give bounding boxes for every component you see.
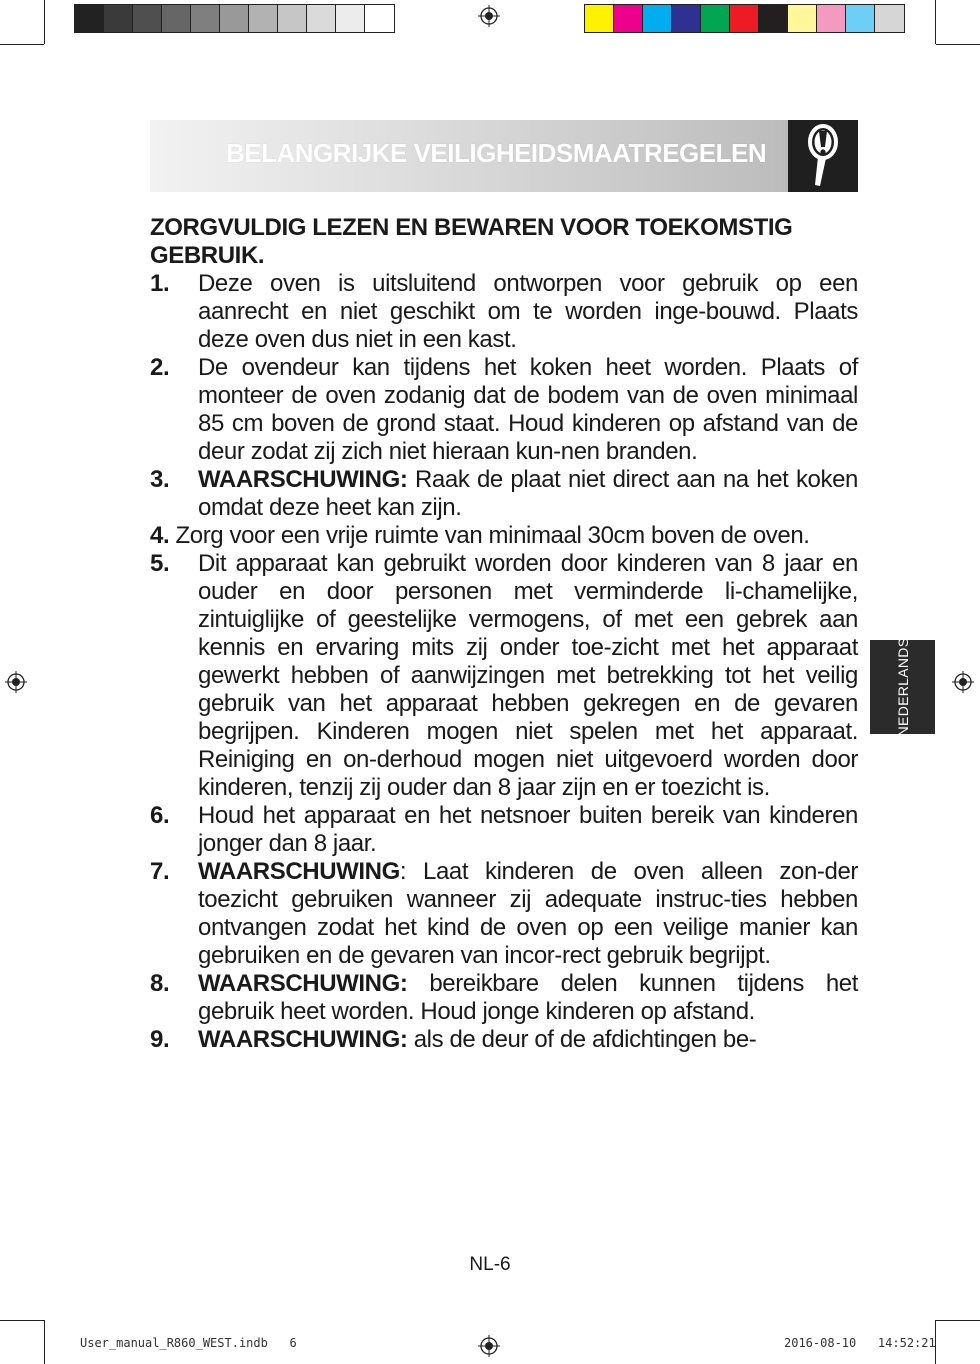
warning-label: WAARSCHUWING: bbox=[198, 466, 408, 493]
print-timestamp: 2016-08-10 14:52:21 bbox=[784, 1336, 936, 1350]
color-swatch bbox=[614, 5, 643, 32]
item-text: De ovendeur kan tijdens het koken heet worden. Plaats of monteer de oven zodanig dat de bodem van de oven minimaal 85 cm boven de grond staat. Houd kinderen op afstand van de deur zodat zij zich niet hieraan kun-nen branden. bbox=[198, 354, 858, 465]
color-swatch bbox=[759, 5, 788, 32]
instruction-list bbox=[150, 270, 858, 1054]
crop-mark bbox=[0, 44, 44, 45]
list-item bbox=[150, 270, 858, 354]
item-text: Zorg voor een vrije ruimte van minimaal 30cm boven de oven. bbox=[169, 522, 810, 549]
item-text: bereikbare delen kunnen tijdens het gebruik heet worden. Houd jonge kinderen op afstand. bbox=[198, 970, 858, 1025]
color-swatch bbox=[278, 5, 307, 32]
item-text: Deze oven is uitsluitend ontworpen voor gebruik op een aanrecht en niet geschikt om te worden inge-bouwd. Plaats deze oven dus niet in een kast. bbox=[198, 270, 858, 353]
list-item bbox=[150, 354, 858, 466]
safety-instructions bbox=[150, 214, 858, 1054]
list-item bbox=[150, 970, 858, 1026]
section-header-banner bbox=[150, 120, 858, 192]
warning-label: WAARSCHUWING bbox=[198, 858, 400, 885]
language-label: NEDERLANDS bbox=[894, 637, 911, 737]
item-number: 3. bbox=[150, 466, 170, 493]
print-file-name: User_manual_R860_WEST.indb 6 bbox=[80, 1336, 297, 1350]
color-swatch bbox=[672, 5, 701, 32]
instructions-heading: ZORGVULDIG LEZEN EN BEWAREN VOOR TOEKOMSTIG GEBRUIK. bbox=[150, 214, 793, 269]
list-item bbox=[150, 550, 858, 802]
process-color-bar bbox=[584, 4, 905, 33]
page-number: NL-6 bbox=[469, 1254, 511, 1275]
color-swatch bbox=[336, 5, 365, 32]
color-swatch bbox=[817, 5, 846, 32]
crop-mark bbox=[0, 1320, 44, 1321]
color-swatch bbox=[365, 5, 394, 32]
list-item bbox=[150, 466, 858, 522]
item-text: Houd het apparaat en het netsnoer buiten bereik van kinderen jonger dan 8 jaar. bbox=[198, 802, 858, 857]
registration-mark-icon bbox=[478, 1335, 500, 1357]
section-title: BELANGRIJKE VEILIGHEIDSMAATREGELEN bbox=[226, 138, 767, 168]
warning-exclamation-icon bbox=[788, 120, 858, 192]
crop-mark bbox=[936, 44, 980, 45]
item-text: Dit apparaat kan gebruikt worden door kinderen van 8 jaar en ouder en door personen met verminderde li-chamelijke, zintuiglijke of geestelijke vermogens, of met een gebrek aan kennis en ervaring mits zij onder toe-zicht met het apparaat gewerkt hebben of aanwijzingen met betrekking tot het veilig gebruik van het apparaat hebben gekregen en de gevaren begrijpen. Kinderen mogen niet spelen met het apparaat. Reiniging en on-derhoud mogen niet uitgevoerd worden door kinderen, tenzij zij ouder dan 8 jaar zijn en er toezicht is. bbox=[198, 550, 858, 801]
color-swatch bbox=[730, 5, 759, 32]
color-swatch bbox=[220, 5, 249, 32]
item-text: Raak de plaat niet direct aan na het koken omdat deze heet kan zijn. bbox=[198, 466, 858, 521]
list-item bbox=[150, 522, 858, 550]
crop-mark bbox=[936, 1320, 980, 1321]
item-number: 2. bbox=[150, 354, 170, 381]
list-item bbox=[150, 858, 858, 970]
registration-mark-icon bbox=[478, 5, 500, 27]
item-number: 6. bbox=[150, 802, 170, 829]
crop-mark bbox=[44, 0, 45, 44]
color-swatch bbox=[249, 5, 278, 32]
color-swatch bbox=[701, 5, 730, 32]
crop-mark bbox=[935, 0, 936, 44]
color-swatch bbox=[307, 5, 336, 32]
color-swatch bbox=[162, 5, 191, 32]
item-number: 4. bbox=[150, 522, 170, 549]
color-swatch bbox=[643, 5, 672, 32]
color-swatch bbox=[191, 5, 220, 32]
item-number: 8. bbox=[150, 970, 170, 997]
item-text: als de deur of de afdichtingen be- bbox=[407, 1026, 757, 1053]
item-number: 9. bbox=[150, 1026, 170, 1053]
color-swatch bbox=[75, 5, 104, 32]
color-swatch bbox=[133, 5, 162, 32]
list-item bbox=[150, 802, 858, 858]
color-swatch bbox=[846, 5, 875, 32]
registration-mark-icon bbox=[5, 671, 27, 693]
crop-mark bbox=[44, 1320, 45, 1364]
warning-label: WAARSCHUWING: bbox=[198, 1026, 408, 1053]
grayscale-color-bar bbox=[74, 4, 395, 33]
item-number: 1. bbox=[150, 270, 170, 297]
language-side-tab bbox=[870, 637, 935, 737]
color-swatch bbox=[104, 5, 133, 32]
warning-label: WAARSCHUWING: bbox=[198, 970, 408, 997]
list-item bbox=[150, 1026, 858, 1054]
color-swatch bbox=[875, 5, 904, 32]
color-swatch bbox=[788, 5, 817, 32]
item-number: 5. bbox=[150, 550, 170, 577]
registration-mark-icon bbox=[952, 671, 974, 693]
color-swatch bbox=[585, 5, 614, 32]
item-number: 7. bbox=[150, 858, 170, 885]
item-text: : Laat kinderen de oven alleen zon-der toezicht gebruiken wanneer zij adequate instruc-ties hebben ontvangen zodat het kind de oven op een veilige manier kan gebruiken en de gevaren van incor-rect gebruik begrijpt. bbox=[198, 858, 858, 969]
